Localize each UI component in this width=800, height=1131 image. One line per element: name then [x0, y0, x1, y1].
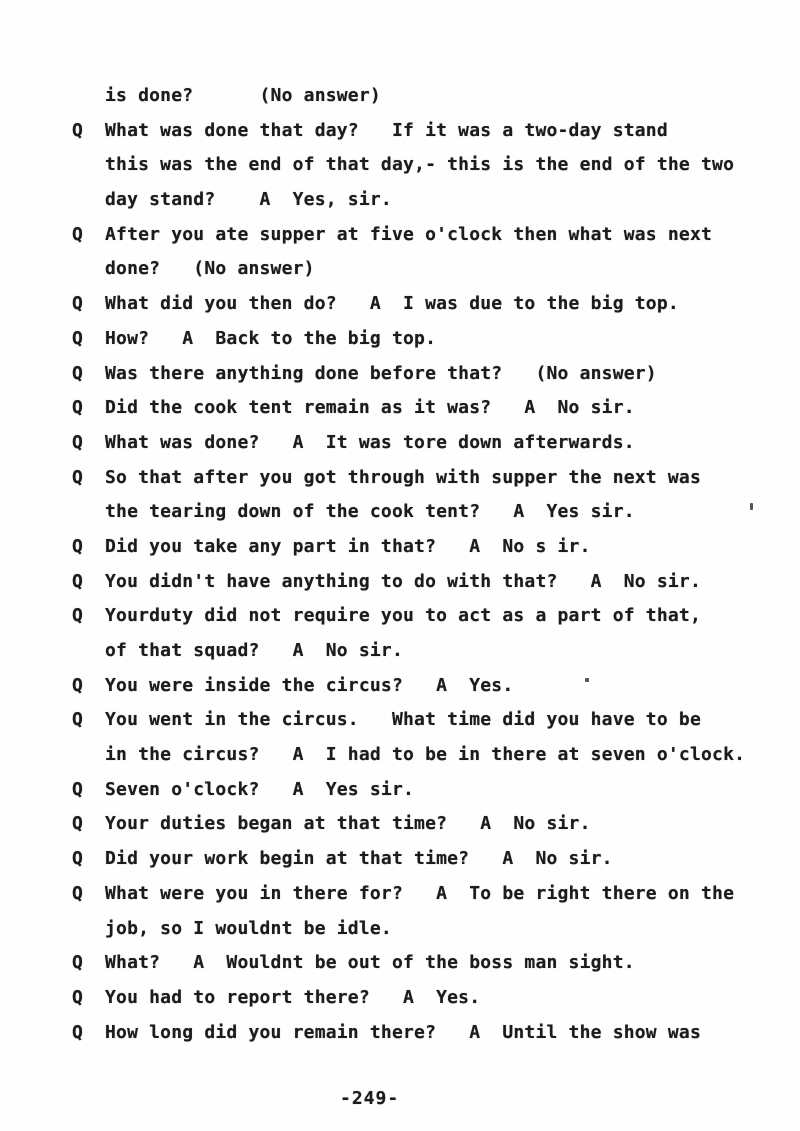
speaker-label: Q — [72, 986, 84, 1008]
transcript-line — [72, 79, 772, 114]
line-text: this was the end of that day,- this is the end of the two — [105, 154, 735, 176]
line-text: Your duties began at that time? A No sir. — [105, 813, 591, 835]
transcript-line — [72, 183, 772, 218]
speaker-label: Q — [72, 119, 84, 141]
line-text: After you ate supper at five o'clock then what was next — [105, 223, 713, 245]
line-text: How? A Back to the big top. — [105, 327, 437, 349]
line-text: What did you then do? A I was due to the big top. — [105, 293, 679, 315]
transcript-line — [72, 807, 772, 842]
transcript-line — [72, 252, 772, 287]
speaker-label: Q — [72, 466, 84, 488]
line-text: in the circus? A I had to be in there at seven o'clock. — [105, 744, 746, 766]
transcript-line — [72, 1016, 772, 1051]
transcript-line — [72, 391, 772, 426]
speaker-label: Q — [72, 535, 84, 557]
line-text: job, so I wouldnt be idle. — [105, 917, 392, 939]
transcript-line — [72, 565, 772, 600]
line-text: Did your work begin at that time? A No sir. — [105, 848, 613, 870]
line-text: Yourduty did not require you to act as a part of that, — [105, 605, 701, 627]
speaker-label: Q — [72, 362, 84, 384]
scan-speck — [585, 678, 589, 682]
transcript-line — [72, 218, 772, 253]
transcript-line — [72, 946, 772, 981]
speaker-label: Q — [72, 223, 84, 245]
transcript-line — [72, 530, 772, 565]
speaker-label: Q — [72, 709, 84, 731]
line-text: Did you take any part in that? A No s ir. — [105, 535, 591, 557]
transcript-line — [72, 148, 772, 183]
line-text: of that squad? A No sir. — [105, 640, 403, 661]
speaker-label: Q — [72, 605, 84, 627]
line-text: What was done? A It was tore down afterwards. — [105, 431, 635, 453]
transcript-line — [72, 773, 772, 808]
page-number: -249- — [340, 1088, 400, 1109]
transcript-line — [72, 703, 772, 738]
line-text: What was done that day? If it was a two-day stand — [105, 119, 668, 141]
transcript — [72, 79, 772, 1050]
speaker-label: Q — [72, 327, 84, 349]
transcript-line — [72, 287, 772, 322]
transcript-line — [72, 495, 772, 530]
speaker-label: Q — [72, 952, 84, 974]
line-text: done? (No answer) — [105, 258, 315, 280]
transcript-line — [72, 738, 772, 773]
line-text: You were inside the circus? A Yes. — [105, 674, 514, 696]
speaker-label: Q — [72, 397, 84, 419]
line-text: Was there anything done before that? (No answer) — [105, 362, 657, 384]
transcript-line — [72, 461, 772, 496]
line-text: day stand? A Yes, sir. — [105, 189, 392, 211]
speaker-label: Q — [72, 813, 84, 835]
transcript-line — [72, 981, 772, 1016]
speaker-label: Q — [72, 1021, 84, 1043]
line-text: You didn't have anything to do with that? A No sir. — [105, 570, 701, 592]
transcript-line — [72, 912, 772, 947]
speaker-label: Q — [72, 778, 84, 800]
transcript-line — [72, 634, 772, 669]
line-text: is done? (No answer) — [105, 85, 381, 106]
line-text: You had to report there? A Yes. — [105, 986, 481, 1008]
scan-speck — [750, 503, 753, 510]
line-text: What? A Wouldnt be out of the boss man sight. — [105, 952, 635, 974]
transcript-line — [72, 842, 772, 877]
speaker-label: Q — [72, 882, 84, 904]
speaker-label: Q — [72, 674, 84, 696]
transcript-line — [72, 669, 772, 704]
line-text: the tearing down of the cook tent? A Yes sir. — [105, 501, 635, 523]
line-text: What were you in there for? A To be right there on the — [105, 882, 735, 904]
line-text: How long did you remain there? A Until the show was — [105, 1021, 701, 1043]
line-text: So that after you got through with supper the next was — [105, 466, 701, 488]
transcript-line — [72, 599, 772, 634]
line-text: You went in the circus. What time did you have to be — [105, 709, 701, 731]
speaker-label: Q — [72, 431, 84, 453]
speaker-label: Q — [72, 848, 84, 870]
transcript-line — [72, 357, 772, 392]
line-text: Did the cook tent remain as it was? A No sir. — [105, 397, 635, 419]
speaker-label: Q — [72, 293, 84, 315]
transcript-line — [72, 322, 772, 357]
transcript-line — [72, 877, 772, 912]
transcript-line — [72, 426, 772, 461]
speaker-label: Q — [72, 570, 84, 592]
transcript-line — [72, 114, 772, 149]
line-text: Seven o'clock? A Yes sir. — [105, 778, 415, 800]
